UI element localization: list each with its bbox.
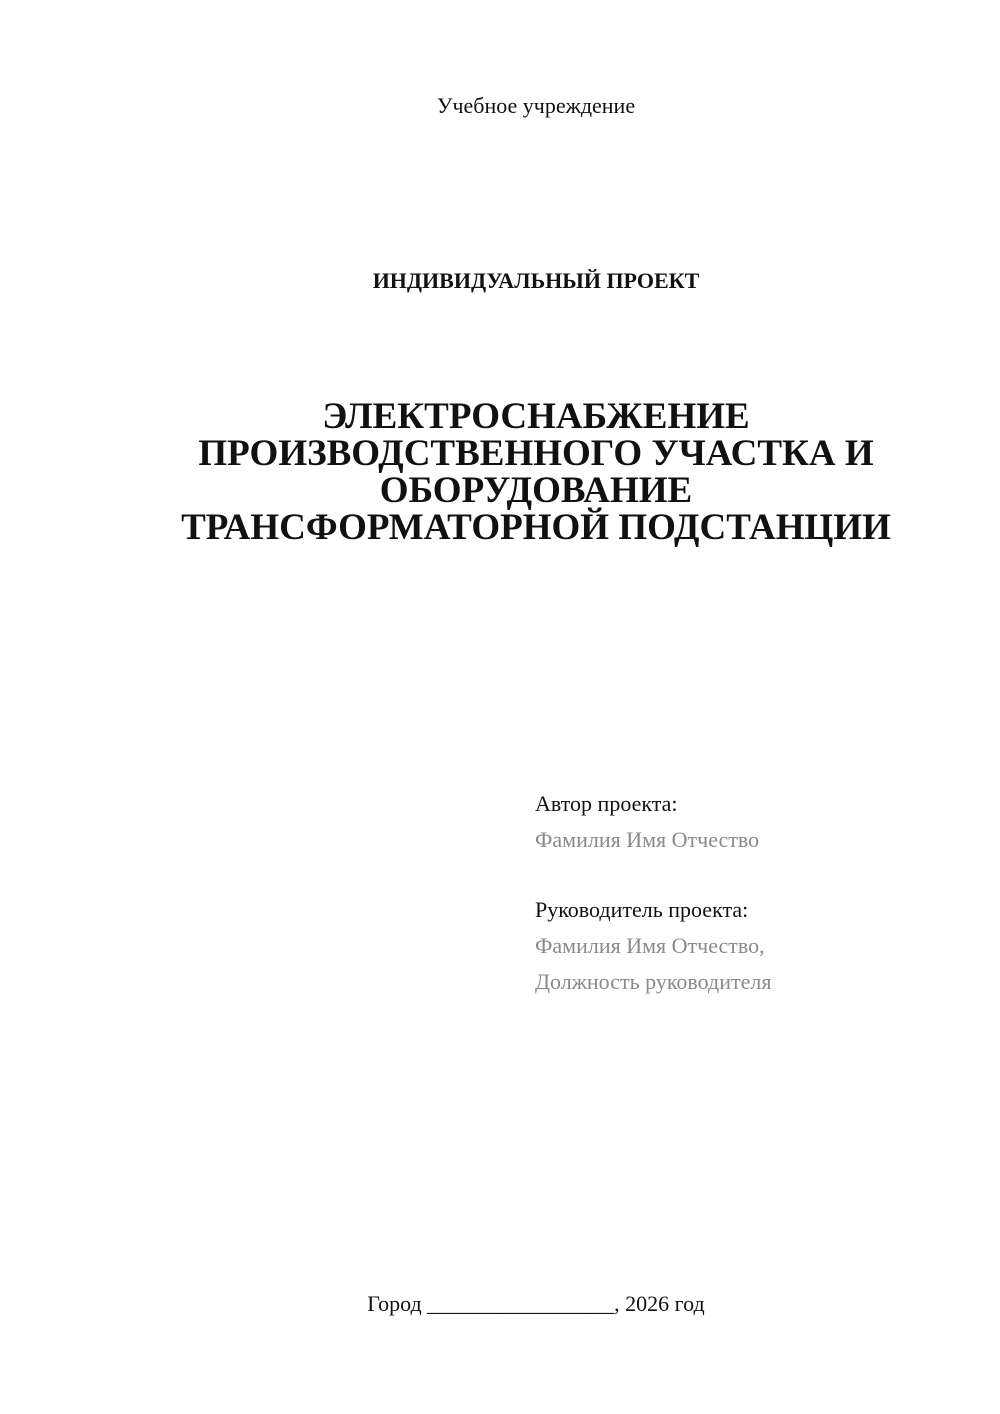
supervisor-label: Руководитель проекта: xyxy=(535,897,749,922)
supervisor-name: Фамилия Имя Отчество, xyxy=(535,933,765,958)
title-line: ЭЛЕКТРОСНАБЖЕНИЕ xyxy=(322,396,750,437)
author-name: Фамилия Имя Отчество xyxy=(535,827,760,852)
author-label: Автор проекта: xyxy=(535,791,678,816)
year-text: , 2026 год xyxy=(614,1291,705,1316)
city-blank: _________________ xyxy=(427,1291,615,1316)
city-label: Город xyxy=(367,1291,422,1316)
title-line: ОБОРУДОВАНИЕ xyxy=(379,470,693,511)
author-block xyxy=(535,786,975,858)
title-line: ПРОИЗВОДСТВЕННОГО УЧАСТКА И xyxy=(198,433,874,474)
project-title xyxy=(0,398,1000,546)
footer-city-year xyxy=(0,1290,1000,1318)
title-line: ТРАНСФОРМАТОРНОЙ ПОДСТАНЦИИ xyxy=(181,507,891,548)
supervisor-block xyxy=(535,892,975,1000)
supervisor-position: Должность руководителя xyxy=(535,969,772,994)
document-type: ИНДИВИДУАЛЬНЫЙ ПРОЕКТ xyxy=(372,268,700,293)
institution-name: Учебное учреждение xyxy=(436,93,636,118)
